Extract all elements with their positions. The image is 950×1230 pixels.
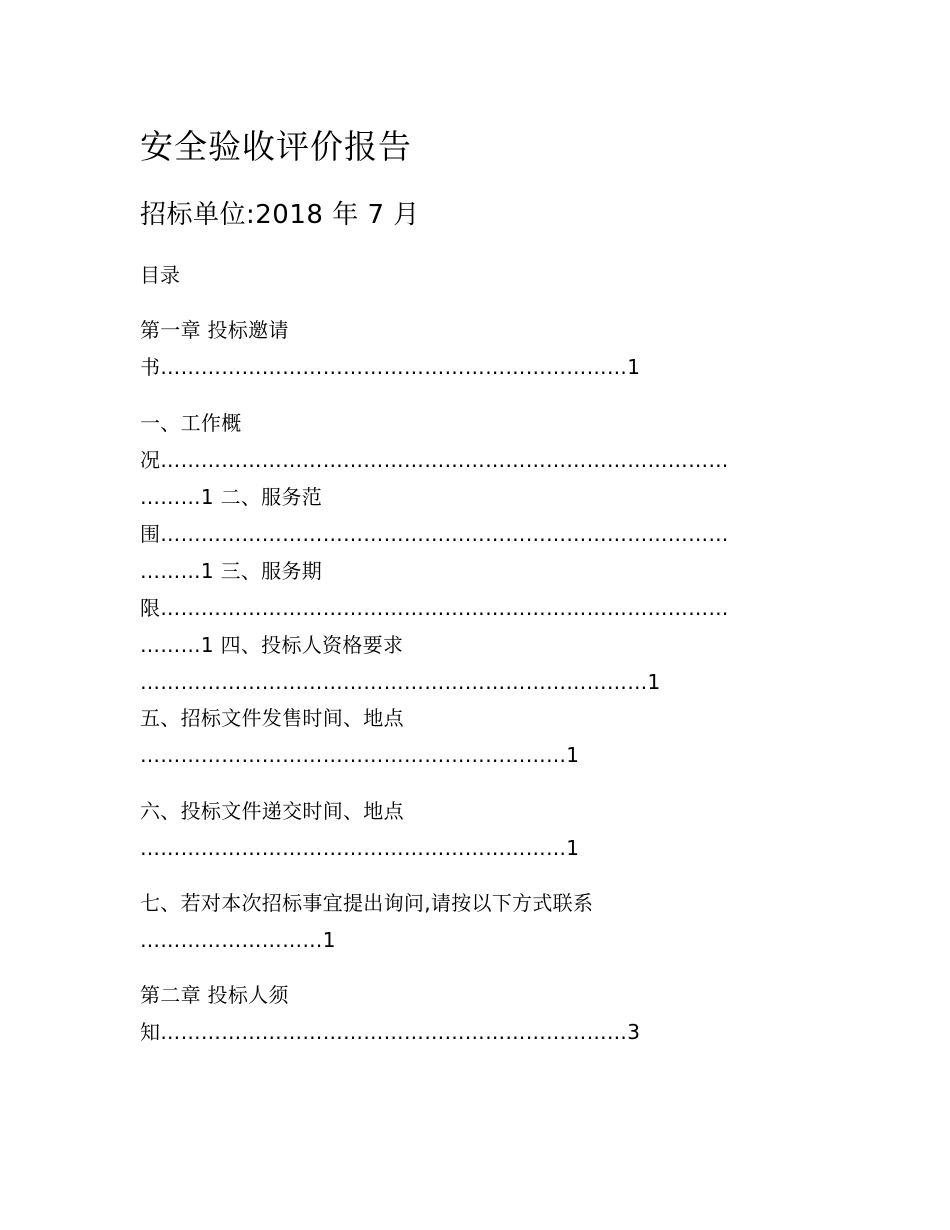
toc-line: 围………………………………………………………………………… <box>140 522 729 546</box>
toc-line: 况………………………………………………………………………… <box>140 448 729 472</box>
toc-line: ………………………………………………………1 <box>140 743 580 767</box>
document-title: 安全验收评价报告 <box>140 127 412 166</box>
toc-line: 第二章 投标人须 <box>140 983 289 1007</box>
toc-line: ………1 二、服务范 <box>140 485 323 509</box>
document-subtitle: 招标单位:2018 年 7 月 <box>140 200 420 230</box>
toc-line: ………1 三、服务期 <box>140 559 323 583</box>
toc-line: 一、工作概 <box>140 411 242 435</box>
toc-line: 限………………………………………………………………………… <box>140 596 729 620</box>
toc-line: …………………………………………………………………1 <box>140 670 661 694</box>
toc-line: 书……………………………………………………………1 <box>140 355 641 379</box>
toc-line: ………1 四、投标人资格要求 <box>140 633 404 657</box>
toc-line: ………………………………………………………1 <box>140 836 580 860</box>
toc-line: ………………………1 <box>140 928 336 952</box>
toc-line: 知……………………………………………………………3 <box>140 1020 641 1044</box>
toc-line: 五、招标文件发售时间、地点 <box>140 706 404 730</box>
toc-line: 第一章 投标邀请 <box>140 318 289 342</box>
toc-line: 六、投标文件递交时间、地点 <box>140 799 404 823</box>
toc-line: 七、若对本次招标事宜提出询问,请按以下方式联系 <box>140 891 594 915</box>
toc-heading: 目录 <box>140 263 180 287</box>
